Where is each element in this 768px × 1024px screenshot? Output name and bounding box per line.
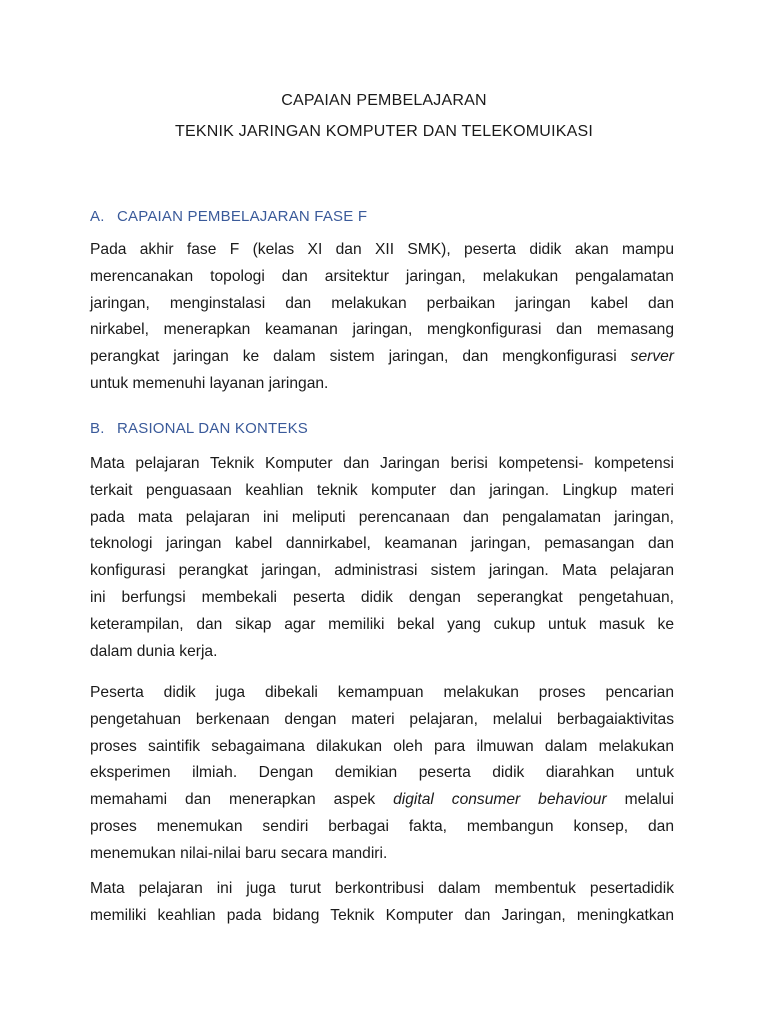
- section-a-title: CAPAIAN PEMBELAJARAN FASE F: [117, 208, 368, 225]
- text-line: Mata pelajaran ini juga turut berkontribusi dalam membentuk pesertadidik: [90, 880, 674, 897]
- text-line: [90, 787, 674, 814]
- section-b-title: RASIONAL DAN KONTEKS: [117, 420, 308, 437]
- section-b-paragraph-2: [90, 680, 674, 868]
- text-line: menemukan nilai-nilai baru secara mandiri.: [90, 844, 388, 862]
- text-line: merencanakan topologi dan arsitektur jaringan, melakukan pengalamatan: [90, 267, 674, 285]
- text-line: proses saintifik sebagaimana dilakukan oleh para ilmuwan dalam melakukan: [90, 737, 674, 755]
- text-line: teknologi jaringan kabel dannirkabel, keamanan jaringan, pemasangan dan: [90, 535, 674, 553]
- text-line: untuk memenuhi layanan jaringan.: [90, 374, 329, 392]
- document-title: CAPAIAN PEMBELAJARAN: [281, 92, 487, 109]
- text-line: Pada akhir fase F (kelas XI dan XII SMK), peserta didik akan mampu: [90, 241, 674, 258]
- text-line: pada mata pelajaran ini meliputi perencanaan dan pengalamatan jaringan,: [90, 508, 674, 526]
- italic-term: server: [630, 348, 674, 366]
- text-segment: perangkat jaringan ke dalam sistem jaringan, dan mengkonfigurasi: [90, 348, 617, 366]
- text-line: jaringan, menginstalasi dan melakukan perbaikan jaringan kabel dan: [90, 294, 674, 312]
- text-line: Mata pelajaran Teknik Komputer dan Jaringan berisi kompetensi- kompetensi: [90, 455, 674, 472]
- text-segment: memahami dan menerapkan aspek: [90, 791, 376, 809]
- italic-term: digital consumer behaviour: [393, 791, 607, 809]
- text-line: Peserta didik juga dibekali kemampuan melakukan proses pencarian: [90, 684, 674, 701]
- text-line: konfigurasi perangkat jaringan, administrasi sistem jaringan. Mata pelajaran: [90, 562, 674, 580]
- text-line: pengetahuan berkenaan dengan materi pelajaran, melalui berbagaiaktivitas: [90, 710, 674, 728]
- section-a-number: A.: [90, 208, 105, 225]
- section-a-paragraph: [90, 237, 674, 398]
- text-segment: melalui: [624, 791, 674, 809]
- text-line: memiliki keahlian pada bidang Teknik Komputer dan Jaringan, meningkatkan: [90, 906, 674, 924]
- text-line: terkait penguasaan keahlian teknik komputer dan jaringan. Lingkup materi: [90, 481, 674, 499]
- section-b-number: B.: [90, 420, 105, 437]
- section-b-paragraph-1: [90, 451, 674, 665]
- text-line: keterampilan, dan sikap agar memiliki bekal yang cukup untuk masuk ke: [90, 615, 674, 633]
- section-b-heading: [90, 420, 308, 437]
- section-a-heading: [90, 208, 367, 225]
- text-line: eksperimen ilmiah. Dengan demikian peserta didik diarahkan untuk: [90, 764, 674, 782]
- text-line: proses menemukan sendiri berbagai fakta, membangun konsep, dan: [90, 817, 674, 835]
- text-line: [90, 344, 674, 371]
- text-line: nirkabel, menerapkan keamanan jaringan, mengkonfigurasi dan memasang: [90, 321, 674, 339]
- text-line: dalam dunia kerja.: [90, 642, 218, 660]
- section-b-paragraph-3: [90, 876, 674, 930]
- text-line: ini berfungsi membekali peserta didik dengan seperangkat pengetahuan,: [90, 588, 674, 606]
- document-subtitle: TEKNIK JARINGAN KOMPUTER DAN TELEKOMUIKASI: [175, 123, 593, 140]
